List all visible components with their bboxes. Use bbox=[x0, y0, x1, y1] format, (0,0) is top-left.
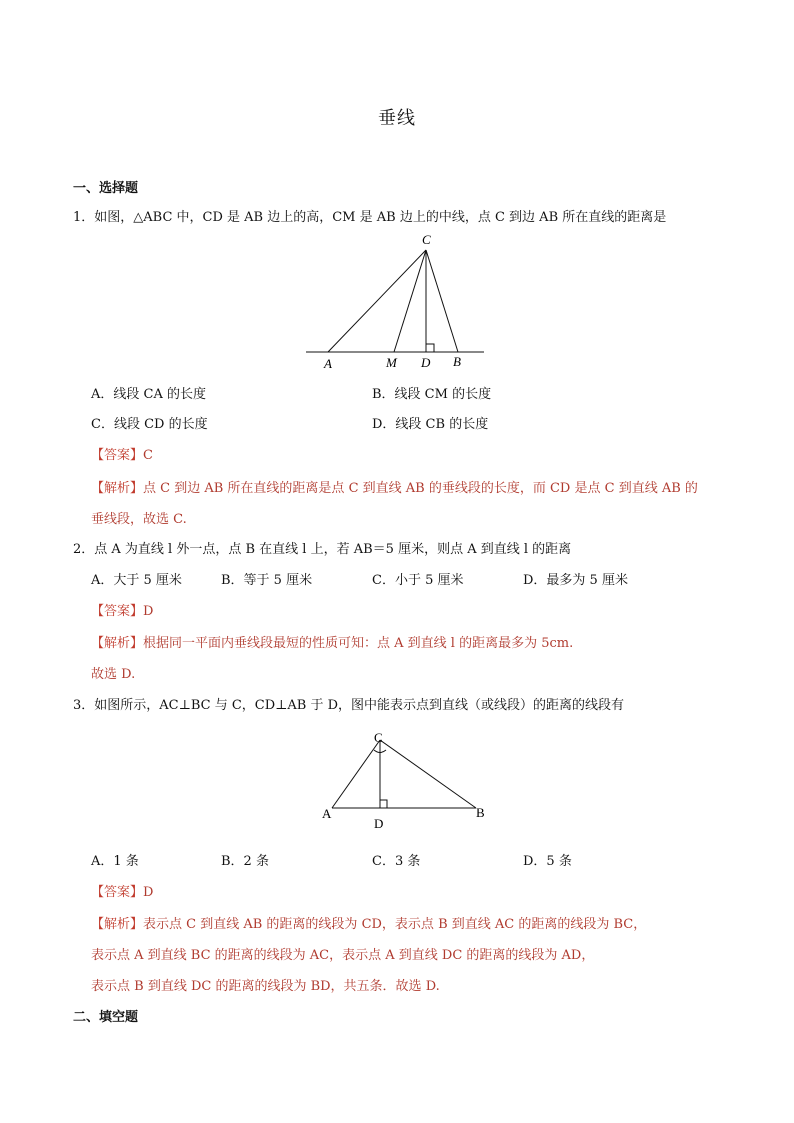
segment-cb bbox=[380, 740, 476, 808]
analysis-label: 【解析】 bbox=[91, 481, 144, 496]
question-1-answer bbox=[91, 444, 153, 463]
question-3-figure bbox=[318, 728, 494, 834]
analysis-text: 根据同一平面内垂线段最短的性质可知：点 A 到直线 l 的距离最多为 5cm. bbox=[143, 636, 574, 651]
question-3-analysis-line-3: 表示点 B 到直线 DC 的距离的线段为 BD，共五条．故选 D. bbox=[91, 979, 440, 994]
question-1-figure bbox=[300, 230, 490, 372]
point-label-d: D bbox=[374, 816, 384, 831]
segment-ac bbox=[332, 740, 380, 808]
question-2-analysis-line-1 bbox=[91, 632, 573, 651]
answer-label: 【答案】 bbox=[91, 885, 144, 900]
right-angle-mark bbox=[426, 344, 434, 352]
point-label-c: C bbox=[374, 730, 383, 745]
question-1-option-c: C．线段 CD 的长度 bbox=[91, 417, 208, 432]
question-3-option-c: C．3 条 bbox=[372, 854, 421, 869]
question-2-option-b: B．等于 5 厘米 bbox=[221, 573, 313, 588]
question-3-option-a: A．1 条 bbox=[91, 854, 139, 869]
segment-ca bbox=[328, 250, 426, 352]
question-1-option-a: A．线段 CA 的长度 bbox=[91, 387, 206, 402]
question-2-option-c: C．小于 5 厘米 bbox=[372, 573, 464, 588]
analysis-text: 表示点 C 到直线 AB 的距离的线段为 CD，表示点 B 到直线 AC 的距离的线段为 BC， bbox=[143, 917, 647, 932]
question-1-option-b: B．线段 CM 的长度 bbox=[372, 387, 492, 402]
answer-label: 【答案】 bbox=[91, 604, 144, 619]
point-label-a: A bbox=[322, 806, 332, 821]
question-3-analysis-line-2: 表示点 A 到直线 BC 的距离的线段为 AC，表示点 A 到直线 DC 的距离的线段为 AD， bbox=[91, 948, 595, 963]
answer-value: D bbox=[143, 604, 154, 619]
segment-cb bbox=[426, 250, 458, 352]
question-2-stem: 2．点 A 为直线 l 外一点，点 B 在直线 l 上，若 AB＝5 厘米，则点 A 到直线 l 的距离 bbox=[73, 542, 572, 557]
answer-label: 【答案】 bbox=[91, 448, 144, 463]
question-3-answer bbox=[91, 881, 153, 900]
answer-value: C bbox=[143, 448, 153, 463]
section-heading-fill-blank: 二、填空题 bbox=[73, 1010, 139, 1025]
right-angle-mark bbox=[380, 800, 387, 808]
question-2-option-a: A．大于 5 厘米 bbox=[91, 573, 182, 588]
question-2-analysis-line-2: 故选 D. bbox=[91, 667, 136, 682]
answer-value: D bbox=[143, 885, 154, 900]
question-1-analysis-line-1 bbox=[91, 477, 698, 496]
point-label-a: A bbox=[324, 356, 332, 371]
analysis-label: 【解析】 bbox=[91, 636, 144, 651]
question-2-option-d: D．最多为 5 厘米 bbox=[523, 573, 628, 588]
point-label-c: C bbox=[422, 232, 431, 247]
analysis-label: 【解析】 bbox=[91, 917, 144, 932]
point-label-b: B bbox=[453, 354, 461, 369]
point-label-d: D bbox=[421, 355, 431, 370]
question-3-analysis-line-1 bbox=[91, 913, 646, 932]
question-1-option-d: D．线段 CB 的长度 bbox=[372, 417, 489, 432]
page-title: 垂线 bbox=[378, 108, 416, 129]
point-label-m: M bbox=[386, 355, 397, 370]
point-label-b: B bbox=[476, 805, 485, 820]
question-3-stem: 3．如图所示，AC⊥BC 与 C，CD⊥AB 于 D，图中能表示点到直线（或线段）的距离的线段有 bbox=[73, 698, 625, 713]
segment-cm bbox=[394, 250, 426, 352]
analysis-text: 点 C 到边 AB 所在直线的距离是点 C 到直线 AB 的垂线段的长度，而 CD 是点 C 到直线 AB 的 bbox=[143, 481, 698, 496]
question-1-stem: 1．如图，△ABC 中，CD 是 AB 边上的高，CM 是 AB 边上的中线，点 C 到边 AB 所在直线的距离是 bbox=[73, 210, 667, 225]
section-heading-choice: 一、选择题 bbox=[73, 181, 139, 196]
question-3-option-d: D．5 条 bbox=[523, 854, 572, 869]
question-3-option-b: B．2 条 bbox=[221, 854, 269, 869]
question-1-analysis-line-2: 垂线段，故选 C. bbox=[91, 512, 187, 527]
question-2-answer bbox=[91, 600, 153, 619]
